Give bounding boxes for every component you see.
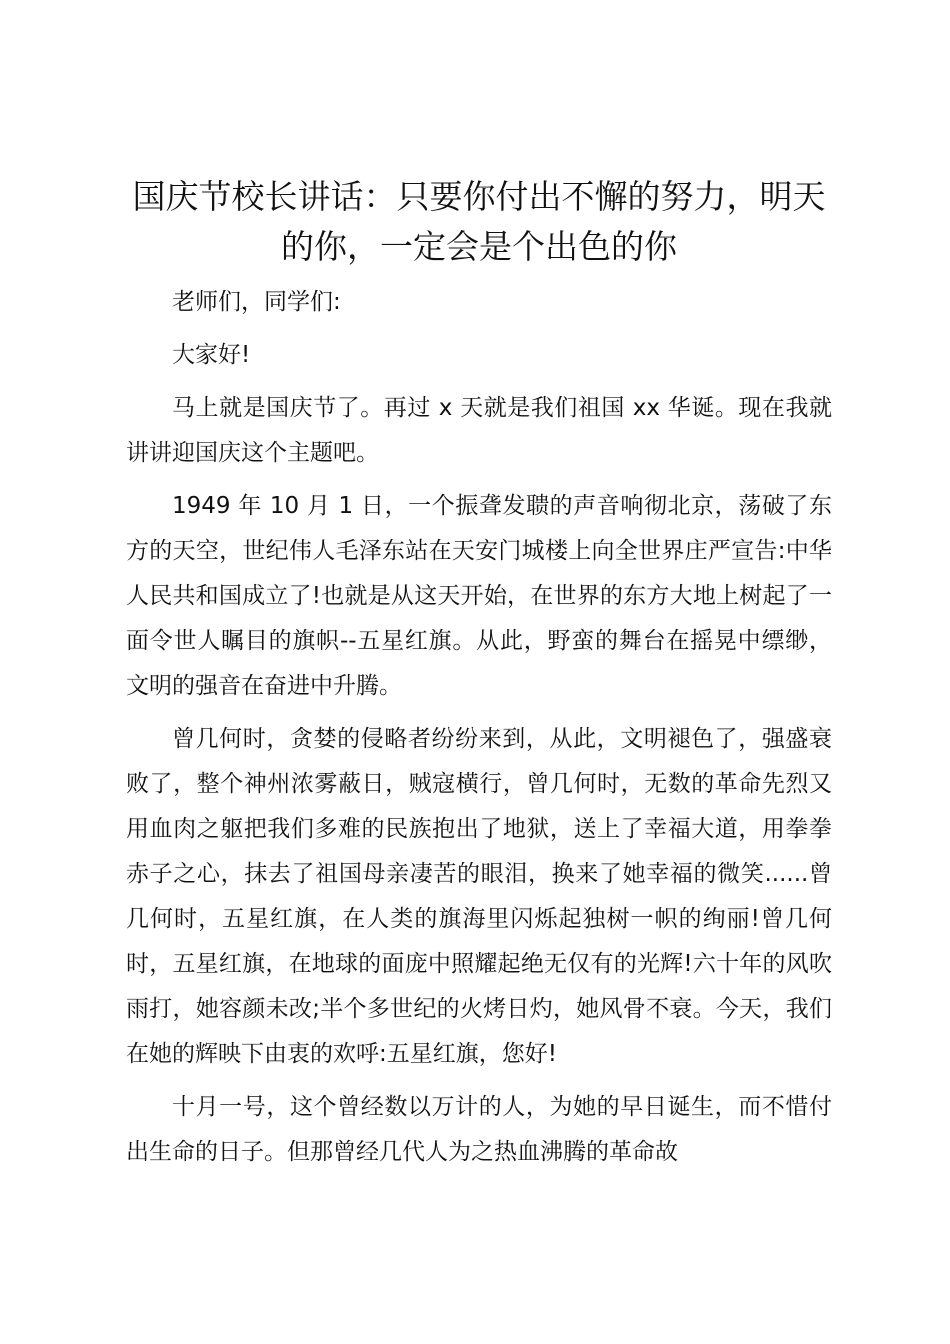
greeting-paragraph: 大家好!: [172, 342, 251, 368]
founding-paragraph: 1949 年 10 月 1 日，一个振聋发聩的声音响彻北京，荡破了东方的天空，世纪伟人毛泽东站在天安门城楼上向全世界庄严宣告:中华人民共和国成立了!也就是从这天开始，在世界的东方大地上树起了一面令世人瞩目的旗帜--五星红旗。从此，野蛮的舞台在摇晃中缥缈，文明的强音在奋进中升腾。: [126, 493, 832, 699]
document-title: 国庆节校长讲话：只要你付出不懈的努力，明天的你，一定会是个出色的你: [132, 177, 826, 266]
history-paragraph: 曾几何时，贪婪的侵略者纷纷来到，从此，文明褪色了，强盛衰败了，整个神州浓雾蔽日，贼寇横行，曾几何时，无数的革命先烈又用血肉之躯把我们多难的民族抱出了地狱，送上了幸福大道，用拳拳赤子之心，抹去了祖国母亲凄苦的眼泪，换来了她幸福的微笑......曾几何时，五星红旗，在人类的旗海里闪烁起独树一帜的绚丽!曾几何时，五星红旗，在地球的面庞中照耀起绝无仅有的光辉!六十年的风吹雨打，她容颜未改;半个多世纪的火烤日灼，她风骨不衰。今天，我们在她的辉映下由衷的欢呼:五星红旗，您好!: [126, 726, 832, 1067]
intro-paragraph: 马上就是国庆节了。再过 x 天就是我们祖国 xx 华诞。现在我就讲讲迎国庆这个主题吧。: [126, 395, 832, 466]
document-page: [126, 172, 832, 1183]
salutation-paragraph: 老师们，同学们:: [172, 289, 341, 315]
october-first-paragraph: 十月一号，这个曾经数以万计的人，为她的早日诞生，而不惜付出生命的日子。但那曾经几代人为之热血沸腾的革命故: [126, 1094, 832, 1165]
